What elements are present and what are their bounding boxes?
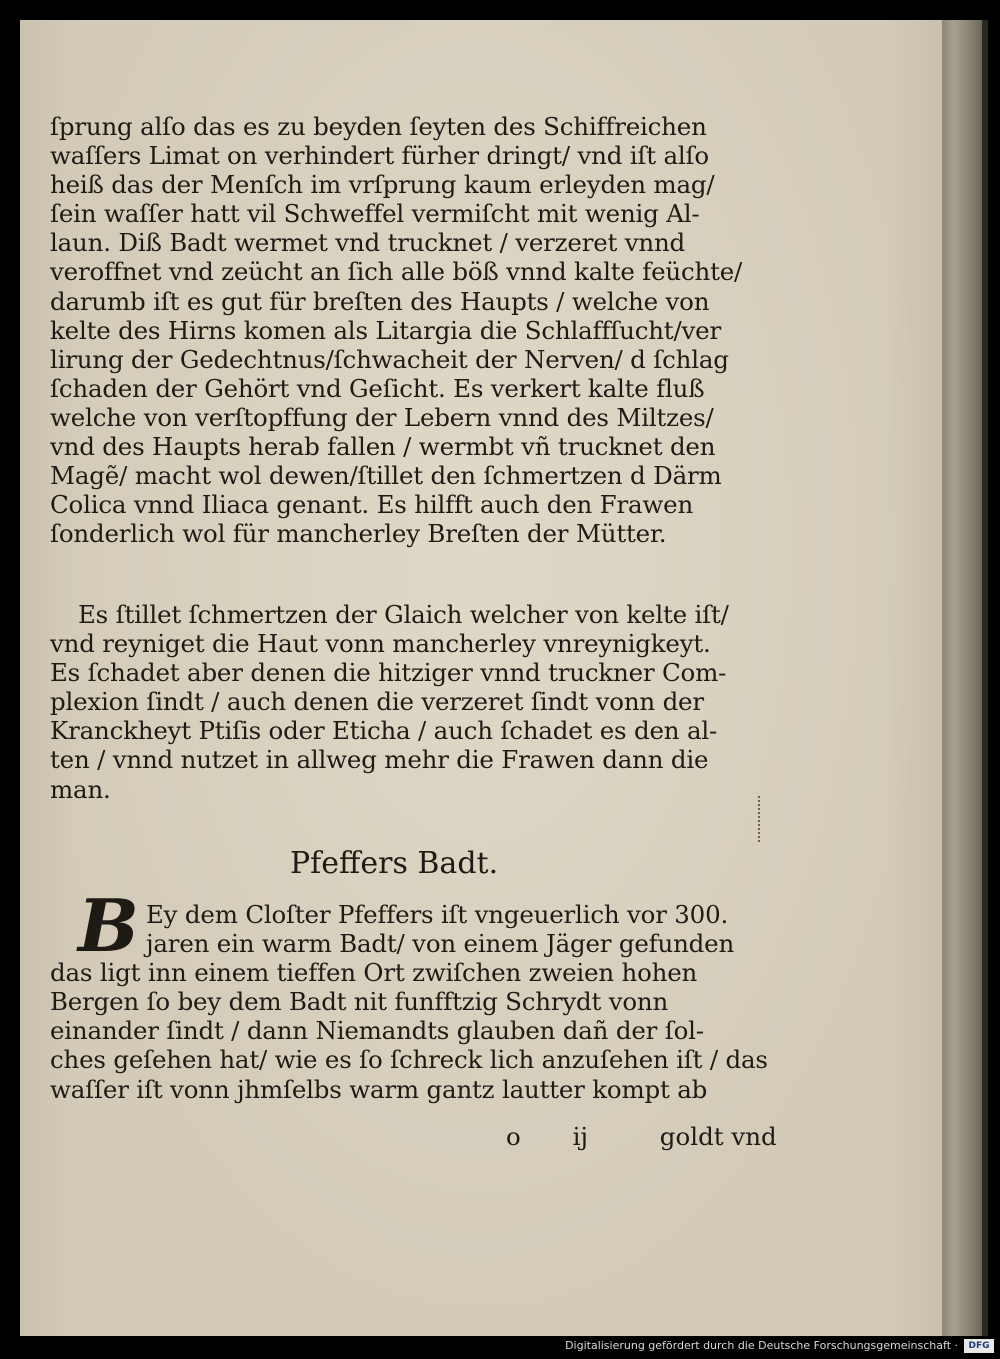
text-line: welche von verſtopffung der Lebern vnnd des Miltzes/	[50, 402, 714, 432]
text-line: waſſer iſt vonn jhmſelbs warm gantz lautter kompt ab	[50, 1074, 708, 1104]
text-line: ſprung alſo das es zu beyden ſeyten des Schiffreichen	[50, 112, 707, 141]
text-line: das ligt inn einem tieffen Ort zwiſchen zweien hohen	[50, 958, 698, 988]
text-line: laun. Diß Badt wermet vnd trucknet / verzeret vnnd	[50, 228, 686, 258]
text-line: vnd des Haupts herab fallen / wermbt vñ trucknet den	[50, 432, 716, 462]
text-line: kelte des Hirns komen als Litargia die Schlaffſucht/ver	[50, 315, 721, 345]
text-line: Colica vnnd Iliaca genant. Es hilfft auch den Frawen	[50, 490, 694, 520]
text-line: plexion ſindt / auch denen die verzeret ſindt vonn der	[50, 687, 704, 717]
text-line: Es ſchadet aber denen die hitziger vnnd truckner Com-	[50, 658, 727, 688]
text-line: jaren ein warm Badt/ von einem Jäger gefunden	[146, 929, 735, 959]
signature-mark: o	[506, 1122, 521, 1151]
section-heading: Pfeffers Badt.	[290, 846, 499, 881]
page-edge-shadow	[982, 20, 988, 1336]
text-line: waſſers Limat on verhindert fürher dringt/ vnd iſt alſo	[50, 141, 709, 171]
text-line: darumb iſt es gut für breſten des Haupts / welche von	[50, 286, 710, 316]
text-line: Es ſtillet ſchmertzen der Glaich welcher von kelte iſt/	[78, 600, 729, 629]
text-line: Magẽ/ macht wol dewen/ſtillet den ſchmertzen d Därm	[50, 461, 722, 491]
signature-line	[506, 1122, 777, 1151]
text-line: ſein waſſer hatt vil Schweffel vermiſcht mit wenig Al-	[50, 199, 700, 229]
dfg-logo: DFG	[964, 1339, 994, 1353]
paragraph-effects	[50, 600, 762, 804]
text-line: Ey dem Cloſter Pfeffers iſt vngeuerlich vor 300.	[146, 900, 729, 929]
text-line: einander ſindt / dann Niemandts glauben dañ der ſol-	[50, 1016, 704, 1046]
text-line: Kranckheyt Ptiſis oder Eticha / auch ſchadet es den al-	[50, 716, 718, 746]
drop-initial: B	[78, 883, 139, 968]
text-line: ches geſehen hat/ wie es ſo ſchreck lich anzuſehen iſt / das	[50, 1045, 768, 1075]
text-line: ſchaden der Gehört vnd Geſicht. Es verkert kalte fluß	[50, 373, 705, 403]
text-line: veroffnet vnd zeücht an ſich alle böß vnnd kalte feüchte/	[50, 257, 743, 287]
scanned-page	[20, 20, 942, 1336]
funding-notice: Digitalisierung gefördert durch die Deutsche Forschungsgemeinschaft ·	[565, 1339, 958, 1352]
page-edge	[942, 20, 982, 1336]
paragraph-pfeffers-bath	[50, 900, 768, 1104]
margin-mark	[758, 796, 768, 842]
text-line: ten / vnnd nutzet in allweg mehr die Frawen dann die	[50, 745, 709, 775]
text-line: lirung der Gedechtnus/ſchwacheit der Nerven/ d ſchlag	[50, 344, 729, 374]
paragraph-limmat-bath	[50, 112, 762, 548]
text-line: vnd reyniget die Haut vonn mancherley vnreynigkeyt.	[50, 629, 711, 659]
text-line: Bergen ſo bey dem Badt nit funfftzig Schrydt vonn	[50, 987, 669, 1017]
text-line: heiß das der Menſch im vrſprung kaum erleyden mag/	[50, 170, 715, 200]
text-line: ſonderlich wol für mancherley Breſten der Mütter.	[50, 519, 667, 549]
signature-number: ij	[572, 1122, 588, 1151]
text-line: man.	[50, 774, 111, 804]
catchword: goldt vnd	[659, 1122, 777, 1151]
